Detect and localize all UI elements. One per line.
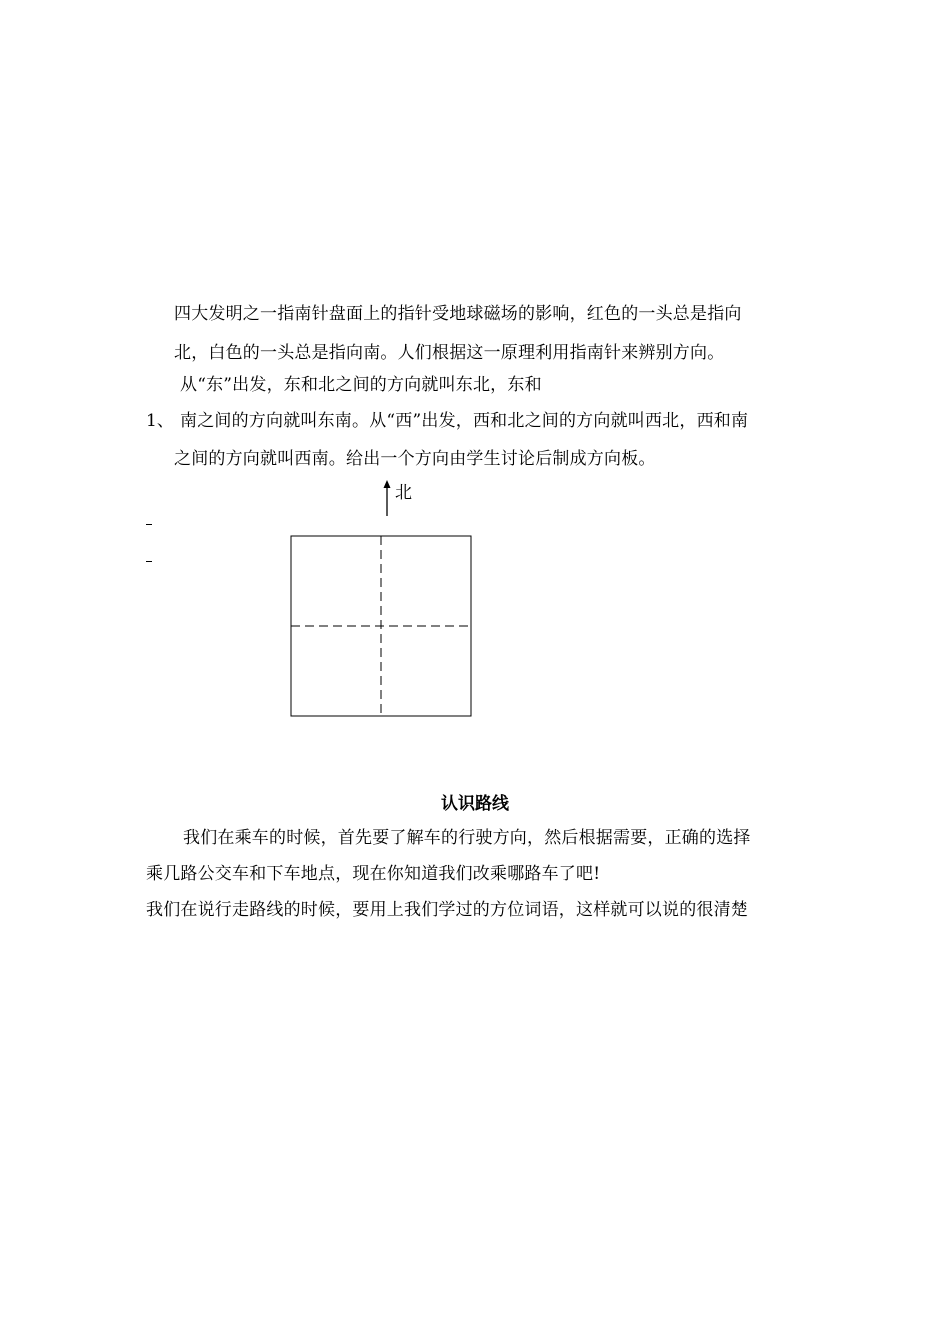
compass-paragraph-line-1: 四大发明之一指南针盘面上的指针受地球磁场的影响，红色的一头总是指向: [174, 304, 742, 324]
route-paragraph-line-3: 我们在说行走路线的时候，要用上我们学过的方位词语，这样就可以说的很清楚: [146, 900, 748, 920]
margin-dash-2: [146, 561, 152, 562]
north-label: 北: [395, 483, 412, 503]
compass-paragraph-line-4: 南之间的方向就叫东南。从“西”出发，西和北之间的方向就叫西北，西和南: [180, 411, 749, 431]
route-paragraph-line-1: 我们在乘车的时候，首先要了解车的行驶方向，然后根据需要，正确的选择: [183, 828, 751, 848]
compass-paragraph-line-2: 北，白色的一头总是指向南。人们根据这一原理利用指南针来辨别方向。: [174, 343, 725, 363]
direction-board-diagram: [289, 478, 479, 723]
north-arrow: [384, 480, 391, 516]
compass-paragraph-line-3: 从“东”出发，东和北之间的方向就叫东北，东和: [180, 375, 542, 395]
list-marker: 1、: [146, 411, 174, 431]
margin-dash-1: [146, 524, 152, 525]
route-section-title: 认识路线: [441, 794, 509, 814]
route-paragraph-line-2: 乘几路公交车和下车地点，现在你知道我们改乘哪路车了吧!: [146, 864, 601, 884]
compass-paragraph-line-5: 之间的方向就叫西南。给出一个方向由学生讨论后制成方向板。: [174, 449, 656, 469]
